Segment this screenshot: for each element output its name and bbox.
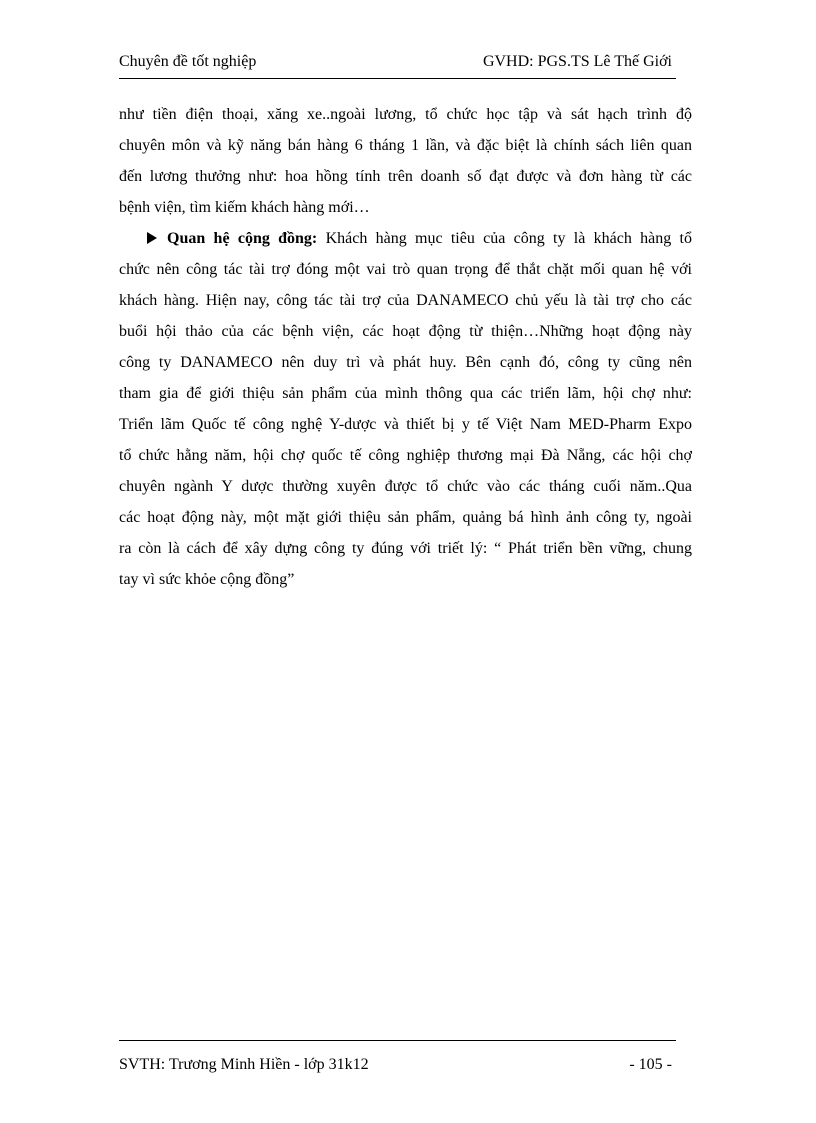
- text-line: đến lương thưởng như: hoa hồng tính trên doanh số đạt được và đơn hàng từ các: [119, 168, 692, 185]
- text-line: chuyên môn và kỹ năng bán hàng 6 tháng 1 lần, và đặc biệt là chính sách liên quan: [119, 137, 692, 154]
- text-line: tay vì sức khỏe cộng đồng”: [119, 571, 295, 588]
- paragraph-public-relations: [119, 223, 692, 595]
- text-line: Triển lãm Quốc tế công nghệ Y-dược và thiết bị y tế Việt Nam MED-Pharm Expo: [119, 416, 692, 433]
- text-line: ra còn là cách để xây dựng công ty đúng với triết lý: “ Phát triển bền vững, chung: [119, 540, 692, 557]
- text-line: buổi hội thảo của các bệnh viện, các hoạt động từ thiện…Những hoạt động này: [119, 323, 692, 340]
- bullet-heading: Quan hệ cộng đồng:: [167, 230, 318, 247]
- bullet-first-line: [119, 223, 692, 254]
- header-document-title: Chuyên đề tốt nghiệp: [119, 53, 257, 70]
- text-line: các hoạt động này, một mặt giới thiệu sản phẩm, quảng bá hình ảnh công ty, ngoài: [119, 509, 692, 526]
- page-footer: [119, 1040, 676, 1081]
- bullet-first-line-text: Khách hàng mục tiêu của công ty là khách hàng tổ: [317, 230, 692, 247]
- text-line: bệnh viện, tìm kiếm khách hàng mới…: [119, 199, 370, 216]
- text-line: công ty DANAMECO nên duy trì và phát huy. Bên cạnh đó, công ty cũng nên: [119, 354, 692, 371]
- paragraph-sales-policy: [119, 99, 692, 223]
- text-line: khách hàng. Hiện nay, công tác tài trợ của DANAMECO chủ yếu là tài trợ cho các: [119, 292, 692, 309]
- page-number: - 105 -: [629, 1056, 672, 1073]
- document-body: [119, 99, 692, 595]
- header-advisor: GVHD: PGS.TS Lê Thế Giới: [482, 53, 672, 70]
- footer-student-info: SVTH: Trương Minh Hiền - lớp 31k12: [119, 1056, 369, 1073]
- text-line: chuyên ngành Y dược thường xuyên được tổ chức vào các tháng cuối năm..Qua: [119, 478, 692, 495]
- text-line: như tiền điện thoại, xăng xe..ngoài lương, tổ chức học tập và sát hạch trình độ: [119, 106, 692, 123]
- text-line: tham gia để giới thiệu sản phẩm của mình thông qua các triển lãm, hội chợ như:: [119, 385, 692, 402]
- text-line: chức nên công tác tài trợ đóng một vai trò quan trọng để thắt chặt mối quan hệ với: [119, 261, 692, 278]
- arrowhead-bullet-icon: [147, 232, 157, 244]
- text-line: tổ chức hằng năm, hội chợ quốc tế công nghiệp thương mại Đà Nẵng, các hội chợ: [119, 447, 692, 464]
- page-header: [119, 50, 676, 79]
